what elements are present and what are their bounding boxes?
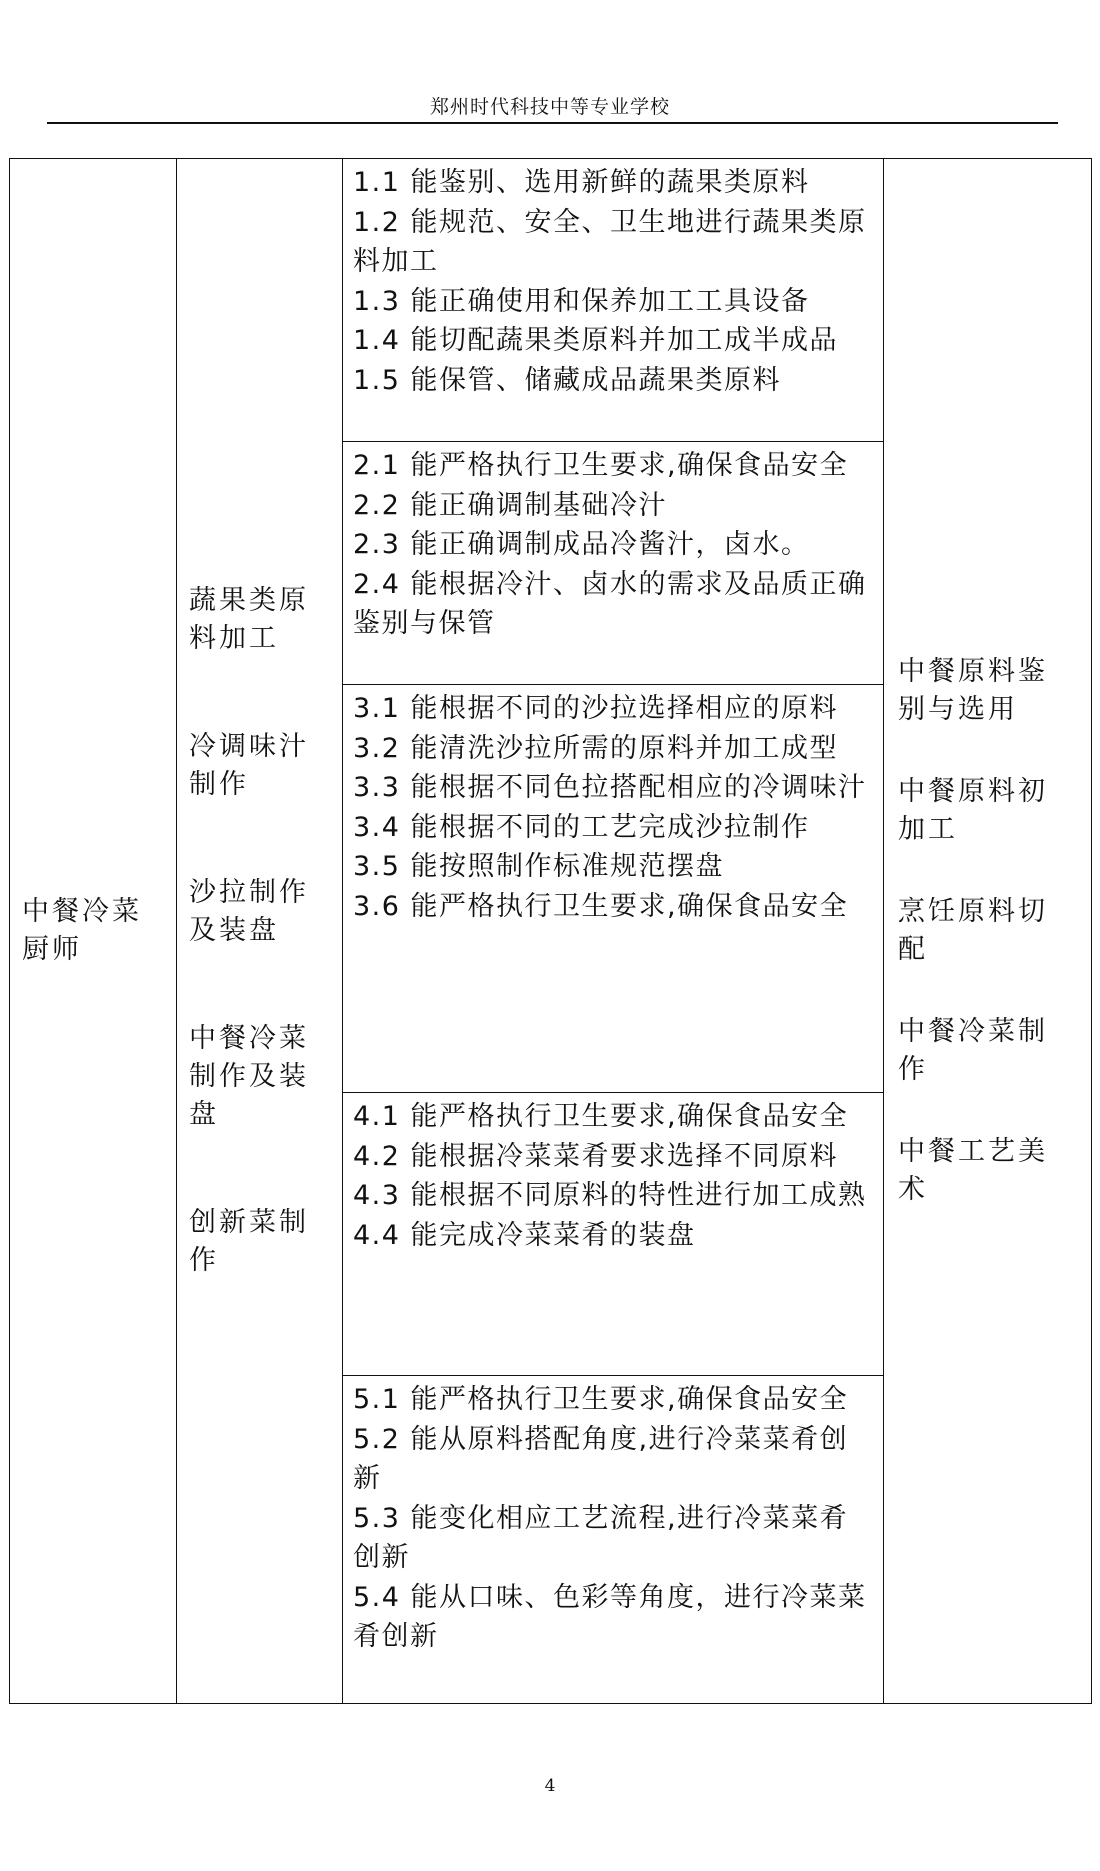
course-item: 中餐原料鉴别与选用: [898, 656, 1048, 725]
ability-item: 1.1 能鉴别、选用新鲜的蔬果类原料: [353, 167, 810, 198]
table-row: [10, 159, 1092, 442]
ability-item: 3.4 能根据不同的工艺完成沙拉制作: [353, 811, 810, 843]
ability-item: 2.3 能正确调制成品冷酱汁，卤水。: [353, 529, 810, 560]
work-module: 冷调味汁制作: [189, 731, 309, 800]
ability-item: 5.1 能严格执行卫生要求,确保食品安全: [353, 1384, 849, 1415]
ability-group-2: [343, 442, 884, 685]
job-title: 中餐冷菜厨师: [22, 896, 142, 965]
ability-item: 1.4 能切配蔬果类原料并加工成半成品: [353, 325, 839, 356]
page-number: 4: [544, 1776, 556, 1796]
work-module: 蔬果类原料加工: [189, 585, 309, 654]
job-title-cell: [10, 159, 177, 1704]
ability-group-4: [343, 1093, 884, 1376]
ability-item: 3.6 能严格执行卫生要求,确保食品安全: [353, 890, 849, 922]
ability-group-3: [343, 685, 884, 1093]
ability-item: 3.2 能清洗沙拉所需的原料并加工成型: [353, 732, 839, 764]
course-item: 烹饪原料切配: [898, 896, 1048, 965]
ability-item: 5.4 能从口味、色彩等角度，进行冷菜菜肴创新: [353, 1581, 867, 1652]
ability-item: 5.3 能变化相应工艺流程,进行冷菜菜肴创新: [353, 1502, 849, 1573]
ability-group-1: [343, 159, 884, 442]
ability-item: 1.3 能正确使用和保养加工工具设备: [353, 285, 810, 317]
page-header-title: 郑州时代科技中等专业学校: [429, 96, 670, 118]
ability-item: 4.4 能完成冷菜菜肴的装盘: [353, 1219, 696, 1251]
ability-item: 2.2 能正确调制基础冷汁: [353, 489, 668, 521]
ability-item: 3.3 能根据不同色拉搭配相应的冷调味汁: [353, 772, 867, 803]
work-module: 沙拉制作及装盘: [189, 877, 309, 946]
course-item: 中餐原料初加工: [898, 776, 1048, 845]
ability-group-5: [343, 1376, 884, 1704]
work-module: 创新菜制作: [189, 1207, 309, 1276]
ability-item: 2.4 能根据冷汁、卤水的需求及品质正确鉴别与保管: [353, 568, 867, 639]
ability-item: 2.1 能严格执行卫生要求,确保食品安全: [353, 450, 849, 481]
ability-item: 4.2 能根据冷菜菜肴要求选择不同原料: [353, 1140, 839, 1172]
course-item: 中餐工艺美术: [898, 1136, 1048, 1205]
course-item: 中餐冷菜制作: [898, 1016, 1048, 1085]
curriculum-table: [9, 158, 1092, 1704]
courses-cell: [884, 159, 1092, 1704]
work-modules-cell: [177, 159, 343, 1704]
ability-item: 1.5 能保管、储藏成品蔬果类原料: [353, 364, 782, 396]
ability-item: 4.3 能根据不同原料的特性进行加工成熟: [353, 1180, 867, 1211]
ability-item: 5.2 能从原料搭配角度,进行冷菜菜肴创新: [353, 1423, 849, 1494]
header-rule: [47, 122, 1058, 124]
ability-item: 3.1 能根据不同的沙拉选择相应的原料: [353, 693, 839, 724]
work-module: 中餐冷菜制作及装盘: [189, 1023, 309, 1130]
ability-item: 1.2 能规范、安全、卫生地进行蔬果类原料加工: [353, 206, 867, 277]
ability-item: 3.5 能按照制作标准规范摆盘: [353, 851, 725, 882]
ability-item: 4.1 能严格执行卫生要求,确保食品安全: [353, 1101, 849, 1132]
